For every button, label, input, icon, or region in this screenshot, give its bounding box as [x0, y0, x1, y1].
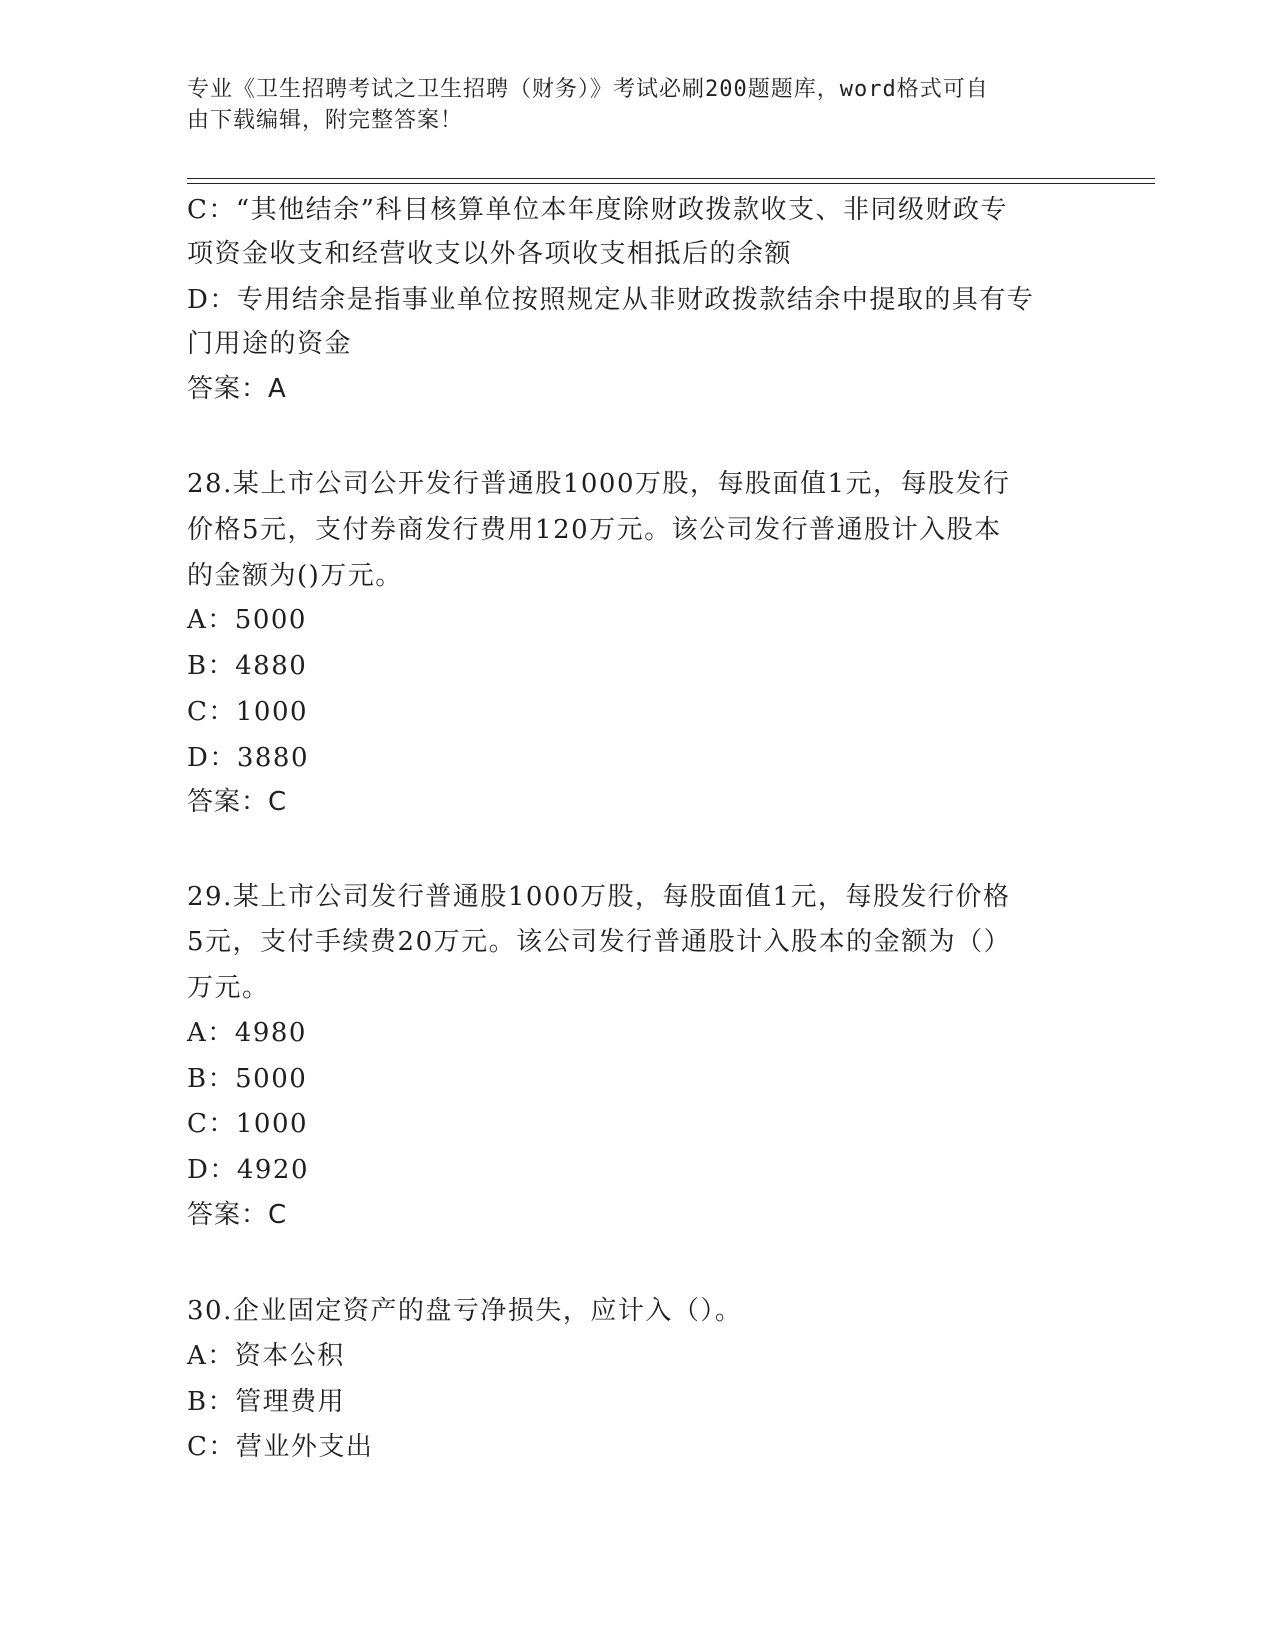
- prev-option-d-line-2: 门用途的资金: [187, 329, 353, 359]
- header-divider-bottom: [187, 183, 1155, 184]
- q29-option-d: D：4920: [187, 1155, 310, 1185]
- q29-option-c: C：1000: [187, 1109, 309, 1139]
- q30-option-a: A：资本公积: [187, 1341, 345, 1371]
- q29-option-a: A：4980: [187, 1018, 307, 1048]
- q28-option-d: D：3880: [187, 743, 310, 773]
- q28-option-c: C：1000: [187, 697, 309, 727]
- q28-option-b: B：4880: [187, 651, 308, 681]
- prev-answer: 答案：A: [187, 374, 287, 404]
- header-line-1: 专业《卫生招聘考试之卫生招聘（财务）》考试必刷200题题库，word格式可自: [187, 77, 989, 102]
- q28-stem-line-3: 的金额为()万元。: [187, 561, 403, 591]
- q29-answer: 答案：C: [187, 1200, 288, 1230]
- prev-option-c-line-1: C：“其他结余”科目核算单位本年度除财政拨款收支、非同级财政专: [187, 195, 1008, 225]
- prev-option-d-line-1: D：专用结余是指事业单位按照规定从非财政拨款结余中提取的具有专: [187, 285, 1035, 315]
- q30-option-c: C：营业外支出: [187, 1432, 374, 1462]
- document-header: [187, 74, 1067, 136]
- q30-stem-line-1: 30.企业固定资产的盘亏净损失，应计入（）。: [187, 1296, 743, 1326]
- q29-stem-line-2: 5元，支付手续费20万元。该公司发行普通股计入股本的金额为（）: [187, 927, 1012, 957]
- q30-option-b: B：管理费用: [187, 1387, 346, 1417]
- q29-option-b: B：5000: [187, 1064, 308, 1094]
- prev-option-c-line-2: 项资金收支和经营收支以外各项收支相抵后的余额: [187, 239, 793, 269]
- q28-answer: 答案：C: [187, 787, 288, 817]
- q29-stem-line-3: 万元。: [187, 973, 270, 1003]
- header-line-2: 由下载编辑，附完整答案！: [187, 108, 464, 133]
- q29-stem-line-1: 29.某上市公司发行普通股1000万股，每股面值1元，每股发行价格: [187, 882, 1011, 912]
- q28-stem-line-2: 价格5元，支付券商发行费用120万元。该公司发行普通股计入股本: [187, 515, 1002, 545]
- q28-stem-line-1: 28.某上市公司公开发行普通股1000万股，每股面值1元，每股发行: [187, 469, 1011, 499]
- header-divider-top: [187, 178, 1155, 179]
- q28-option-a: A：5000: [187, 605, 307, 635]
